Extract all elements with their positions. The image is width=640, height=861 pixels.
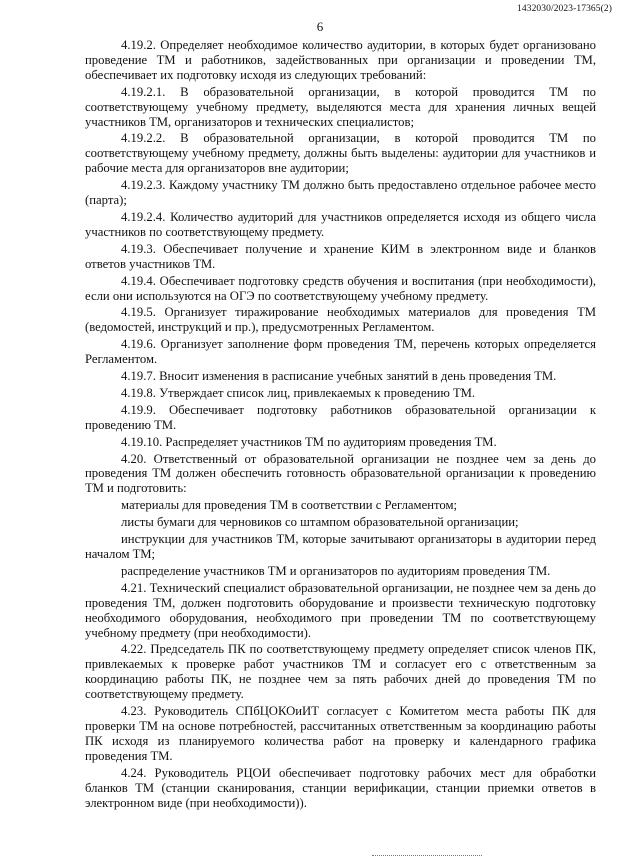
- paragraph-4-24: 4.24. Руководитель РЦОИ обеспечивает подготовку рабочих мест для обработки бланков ТМ (станции сканирования, станции верификации, станции приемки ответов в электронном виде (при необходимости)).: [85, 765, 596, 810]
- paragraph-4-19-8: 4.19.8. Утверждает список лиц, привлекаемых к проведению ТМ.: [121, 385, 476, 400]
- paragraph-4-19-3: 4.19.3. Обеспечивает получение и хранение КИМ в электронном виде и бланков ответов участников ТМ.: [85, 241, 596, 271]
- paragraph-4-20-c: инструкции для участников ТМ, которые зачитывают организаторы в аудитории перед началом ТМ;: [85, 532, 596, 561]
- paragraph-4-19-9: 4.19.9. Обеспечивает подготовку работников образовательной организации к проведению ТМ.: [85, 402, 596, 432]
- document-body: [85, 38, 596, 812]
- paragraph-4-19-6: 4.19.6. Организует заполнение форм проведения ТМ, перечень которых определяется Регламентом.: [85, 337, 596, 367]
- page-number: 6: [316, 19, 324, 34]
- paragraph-4-23: 4.23. Руководитель СПбЦОКОиИТ согласует с Комитетом места работы ПК для проверки ТМ на основе потребностей, рассчитанных ответственным за координацию работы ПК исходя из планируемого количества работ на проверку и календарного графика проведения ТМ.: [85, 704, 596, 763]
- paragraph-4-19-2: 4.19.2. Определяет необходимое количество аудитории, в которых будет организовано проведение ТМ и работников, задействованных при организации и проведении ТМ, обеспечивает их подготовку исходя из следующих требований:: [85, 38, 596, 82]
- paragraph-4-19-7: 4.19.7. Вносит изменения в расписание учебных занятий в день проведения ТМ.: [121, 369, 557, 384]
- paragraph-4-19-2-4: 4.19.2.4. Количество аудиторий для участников определяется исходя из общего числа участников по соответствующему предмету.: [85, 209, 596, 239]
- paragraph-4-19-10: 4.19.10. Распределяет участников ТМ по аудиториям проведения ТМ.: [121, 434, 497, 449]
- paragraph-4-19-2-2: 4.19.2.2. В образовательной организации, в которой проводится ТМ по соответствующему учебному предмету, должны быть выделены: аудитории для участников и рабочие места для организаторов вне аудитории;: [85, 131, 596, 176]
- paragraph-4-20-b: листы бумаги для черновиков со штампом образовательной организации;: [121, 515, 519, 530]
- paragraph-4-21: 4.21. Технический специалист образовательной организации, не позднее чем за день до проведения ТМ, должен подготовить оборудование и произвести техническую подготовку необходимого оборудования, необходимого при проведении ТМ по соответствующему учебному предмету (при необходимости).: [85, 580, 596, 640]
- paragraph-4-20: 4.20. Ответственный от образовательной организации не позднее чем за день до проведения ТМ должен обеспечить готовность образовательной организации к проведению ТМ и подготовить:: [85, 451, 596, 496]
- scan-artifact-line: [372, 855, 482, 857]
- paragraph-4-20-a: материалы для проведения ТМ в соответствии с Регламентом;: [121, 498, 458, 513]
- paragraph-4-19-2-1: 4.19.2.1. В образовательной организации, в которой проводится ТМ по соответствующему учебному предмету, выделяются места для хранения личных вещей участников ТМ, организаторов и технических специалистов;: [85, 84, 596, 129]
- paragraph-4-19-2-3: 4.19.2.3. Каждому участнику ТМ должно быть предоставлено отдельное рабочее место (парта);: [85, 178, 596, 208]
- document-registration-code: 1432030/2023-17365(2): [517, 4, 612, 14]
- paragraph-4-20-d: распределение участников ТМ и организаторов по аудиториям проведения ТМ.: [121, 563, 551, 578]
- paragraph-4-22: 4.22. Председатель ПК по соответствующему предмету определяет список членов ПК, привлекаемых к проверке работ участников ТМ и согласует его с ответственным за координацию работы ПК, не позднее чем за пять рабочих дней до проведения ТМ по соответствующему предмету.: [85, 642, 596, 702]
- paragraph-4-19-5: 4.19.5. Организует тиражирование необходимых материалов для проведения ТМ (ведомостей, инструкций и пр.), предусмотренных Регламентом.: [85, 305, 596, 335]
- paragraph-4-19-4: 4.19.4. Обеспечивает подготовку средств обучения и воспитания (при необходимости), если они используются на ОГЭ по соответствующему учебному предмету.: [85, 273, 596, 303]
